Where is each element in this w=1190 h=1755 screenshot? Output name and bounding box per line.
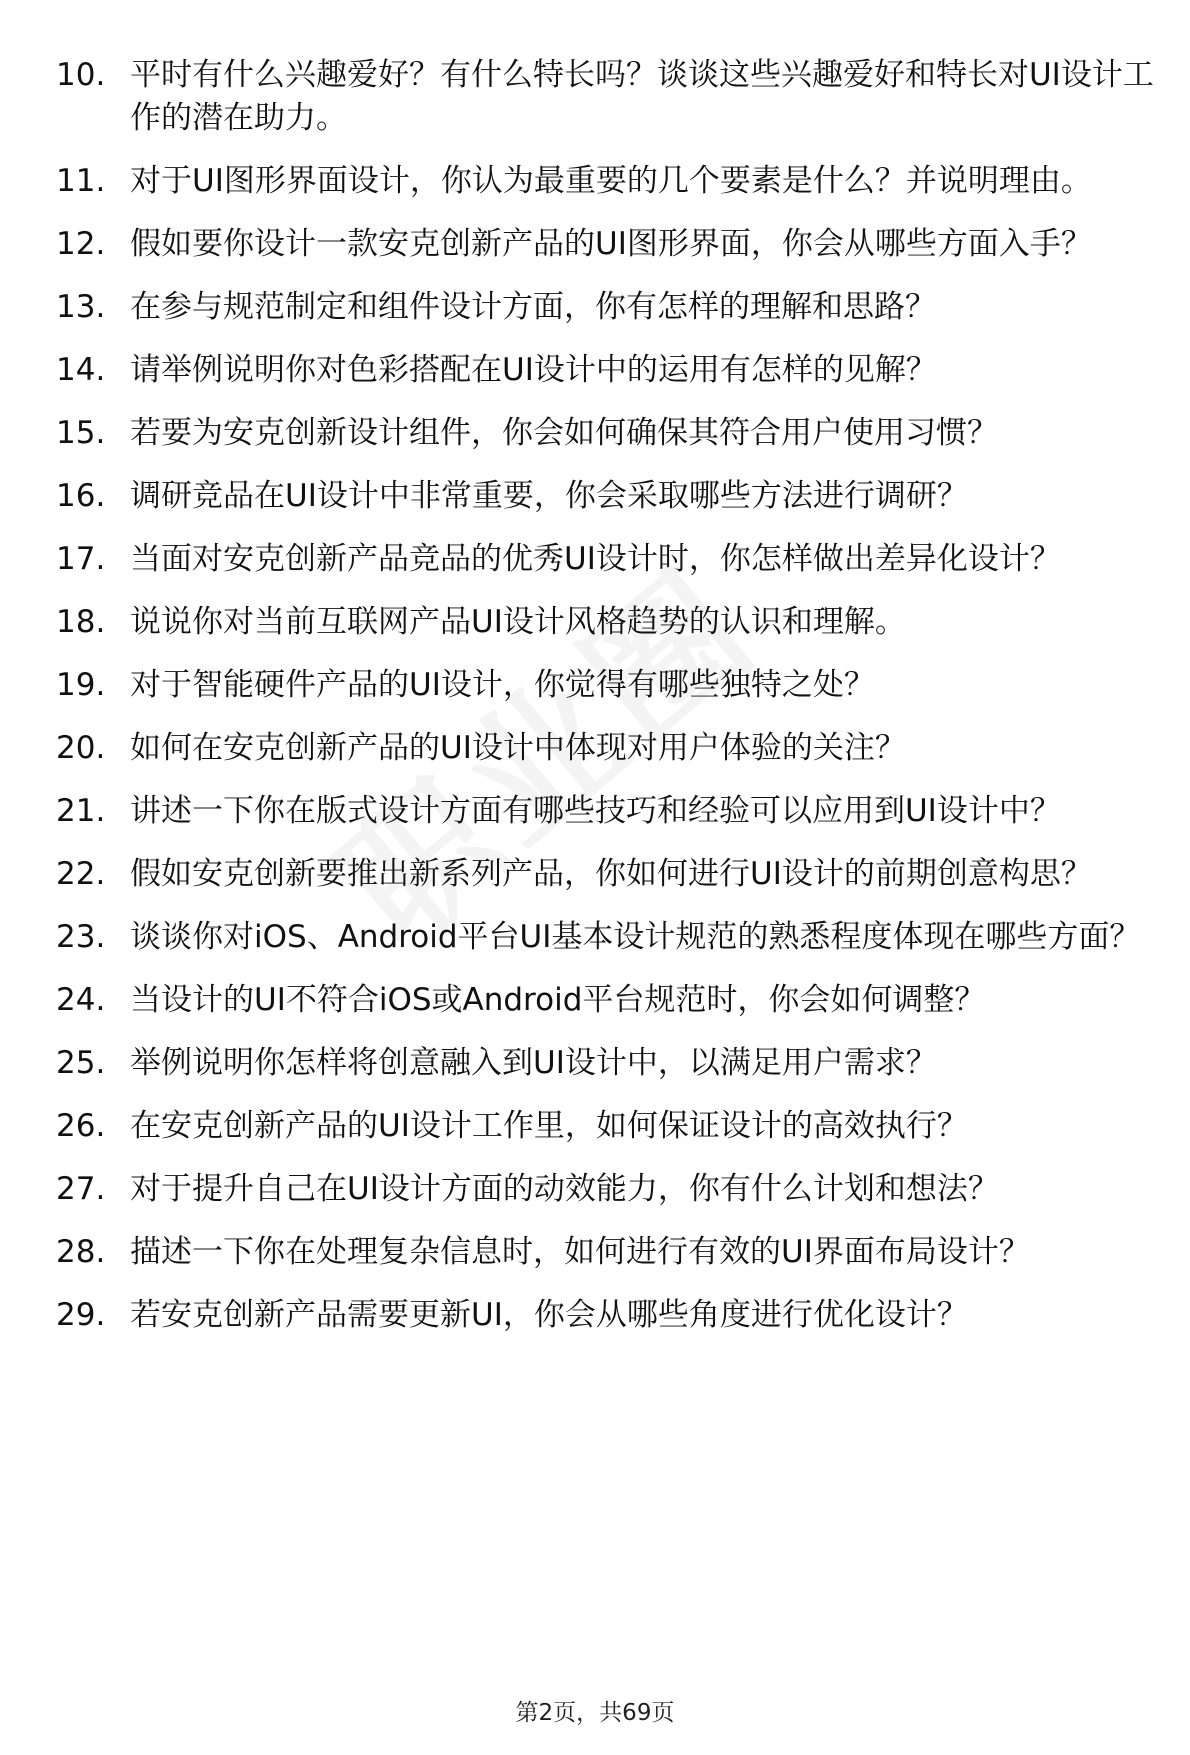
question-text: 对于提升自己在UI设计方面的动效能力，你有什么计划和想法？ bbox=[130, 1171, 999, 1207]
question-item bbox=[56, 916, 1156, 959]
question-text: 对于智能硬件产品的UI设计，你觉得有哪些独特之处？ bbox=[130, 667, 875, 703]
question-text: 平时有什么兴趣爱好？有什么特长吗？谈谈这些兴趣爱好和特长对UI设计工作的潜在助力。 bbox=[130, 57, 1154, 136]
question-number: 26. bbox=[56, 1108, 106, 1144]
question-text: 描述一下你在处理复杂信息时，如何进行有效的UI界面布局设计？ bbox=[130, 1234, 1030, 1270]
question-text: 调研竞品在UI设计中非常重要，你会采取哪些方法进行调研？ bbox=[130, 478, 968, 514]
question-item bbox=[56, 601, 1156, 644]
question-item bbox=[56, 664, 1156, 707]
question-number: 28. bbox=[56, 1234, 106, 1270]
question-item bbox=[56, 1105, 1156, 1148]
question-number: 29. bbox=[56, 1297, 106, 1333]
question-number: 18. bbox=[56, 604, 106, 640]
question-number: 11. bbox=[56, 163, 106, 199]
question-number: 24. bbox=[56, 982, 106, 1018]
question-item bbox=[56, 475, 1156, 518]
question-number: 17. bbox=[56, 541, 106, 577]
question-text: 对于UI图形界面设计，你认为最重要的几个要素是什么？并说明理由。 bbox=[130, 163, 1092, 199]
question-number: 15. bbox=[56, 415, 106, 451]
question-item bbox=[56, 538, 1156, 581]
question-item bbox=[56, 790, 1156, 833]
question-text: 讲述一下你在版式设计方面有哪些技巧和经验可以应用到UI设计中？ bbox=[130, 793, 1061, 829]
question-number: 21. bbox=[56, 793, 106, 829]
question-number: 20. bbox=[56, 730, 106, 766]
question-item bbox=[56, 1042, 1156, 1085]
question-text: 若要为安克创新设计组件，你会如何确保其符合用户使用习惯？ bbox=[130, 415, 998, 451]
question-text: 假如安克创新要推出新系列产品，你如何进行UI设计的前期创意构思？ bbox=[130, 856, 1092, 892]
question-number: 19. bbox=[56, 667, 106, 703]
question-text: 当设计的UI不符合iOS或Android平台规范时，你会如何调整？ bbox=[130, 982, 986, 1018]
question-text: 请举例说明你对色彩搭配在UI设计中的运用有怎样的见解？ bbox=[130, 352, 937, 388]
question-item bbox=[56, 1231, 1156, 1274]
question-text: 若安克创新产品需要更新UI，你会从哪些角度进行优化设计？ bbox=[130, 1297, 968, 1333]
question-number: 25. bbox=[56, 1045, 106, 1081]
question-number: 12. bbox=[56, 226, 106, 262]
question-number: 10. bbox=[56, 57, 106, 93]
question-item bbox=[56, 979, 1156, 1022]
question-number: 14. bbox=[56, 352, 106, 388]
question-text: 谈谈你对iOS、Android平台UI基本设计规范的熟悉程度体现在哪些方面？ bbox=[130, 919, 1141, 955]
question-item bbox=[56, 412, 1156, 455]
question-text: 在安克创新产品的UI设计工作里，如何保证设计的高效执行？ bbox=[130, 1108, 968, 1144]
question-item bbox=[56, 727, 1156, 770]
question-item bbox=[56, 286, 1156, 329]
question-number: 22. bbox=[56, 856, 106, 892]
question-list bbox=[56, 54, 1156, 1357]
question-text: 假如要你设计一款安克创新产品的UI图形界面，你会从哪些方面入手？ bbox=[130, 226, 1092, 262]
question-text: 在参与规范制定和组件设计方面，你有怎样的理解和思路？ bbox=[130, 289, 936, 325]
question-number: 27. bbox=[56, 1171, 106, 1207]
question-text: 说说你对当前互联网产品UI设计风格趋势的认识和理解。 bbox=[130, 604, 906, 640]
question-text: 举例说明你怎样将创意融入到UI设计中，以满足用户需求？ bbox=[130, 1045, 937, 1081]
page-footer: 第2页，共69页 bbox=[515, 1700, 675, 1726]
question-item bbox=[56, 223, 1156, 266]
question-item bbox=[56, 160, 1156, 203]
question-item bbox=[56, 1168, 1156, 1211]
question-item bbox=[56, 54, 1156, 140]
question-item bbox=[56, 349, 1156, 392]
question-text: 当面对安克创新产品竞品的优秀UI设计时，你怎样做出差异化设计？ bbox=[130, 541, 1061, 577]
question-text: 如何在安克创新产品的UI设计中体现对用户体验的关注？ bbox=[130, 730, 906, 766]
question-number: 13. bbox=[56, 289, 106, 325]
question-item bbox=[56, 853, 1156, 896]
question-number: 23. bbox=[56, 919, 106, 955]
question-number: 16. bbox=[56, 478, 106, 514]
question-item bbox=[56, 1294, 1156, 1337]
